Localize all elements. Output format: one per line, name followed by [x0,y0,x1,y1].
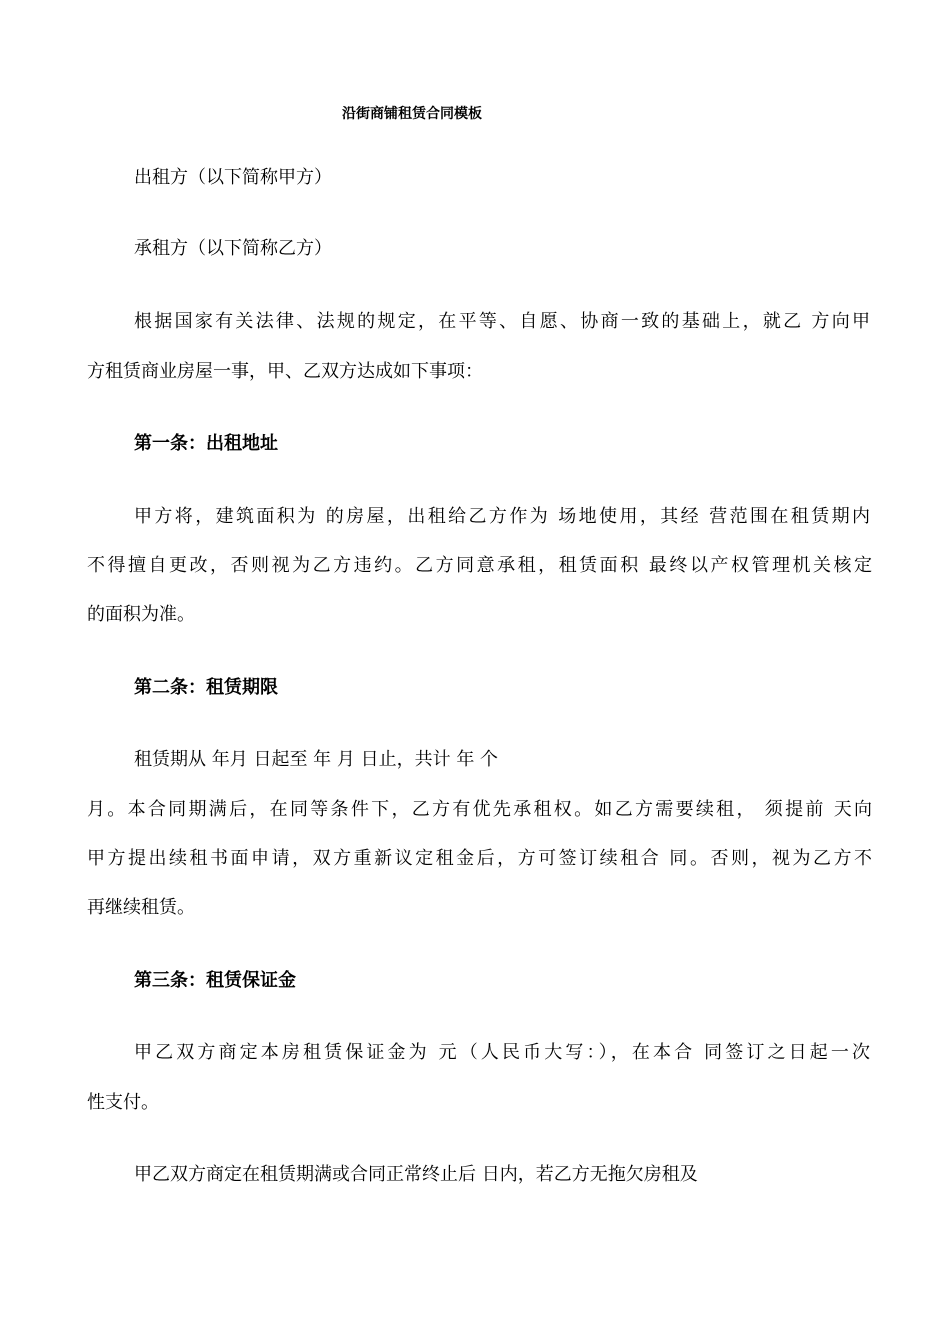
article-2-heading: 第二条：租赁期限 [134,677,278,698]
article-1-line-2: 不得擅自更改，否则视为乙方违约。乙方同意承租，租赁面积 最终以产权管理机关核定 [87,555,872,576]
article-2-line-4: 再继续租赁。 [87,897,195,918]
article-2-line-1: 租赁期从 年月 日起至 年 月 日止，共计 年 个 [134,749,499,770]
document-title: 沿街商铺租赁合同模板 [342,106,482,122]
article-3-p2-line-1: 甲乙双方商定在租赁期满或合同正常终止后 日内，若乙方无拖欠房租及 [134,1164,698,1185]
article-2-line-2: 月。本合同期满后，在同等条件下，乙方有优先承租权。如乙方需要续租， 须提前 天向 [87,799,872,820]
article-2-line-3: 甲方提出续租书面申请，双方重新议定租金后，方可签订续租合 同。否则，视为乙方不 [87,848,872,869]
intro-line-2: 方租赁商业房屋一事，甲、乙双方达成如下事项： [87,361,483,382]
party-b-line: 承租方（以下简称乙方） [134,238,332,259]
article-1-line-1: 甲方将，建筑面积为 的房屋，出租给乙方作为 场地使用，其经 营范围在租赁期内 [134,506,870,527]
article-3-heading: 第三条：租赁保证金 [134,970,296,991]
intro-line-1: 根据国家有关法律、法规的规定，在平等、自愿、协商一致的基础上，就乙 方向甲 [134,311,870,332]
article-1-line-3: 的面积为准。 [87,604,195,625]
article-1-heading: 第一条：出租地址 [134,433,278,454]
party-a-line: 出租方（以下简称甲方） [134,167,332,188]
article-3-p1-line-1: 甲乙双方商定本房租赁保证金为 元（人民币大写：），在本合 同签订之日起一次 [134,1042,870,1063]
article-3-p1-line-2: 性支付。 [87,1092,159,1113]
